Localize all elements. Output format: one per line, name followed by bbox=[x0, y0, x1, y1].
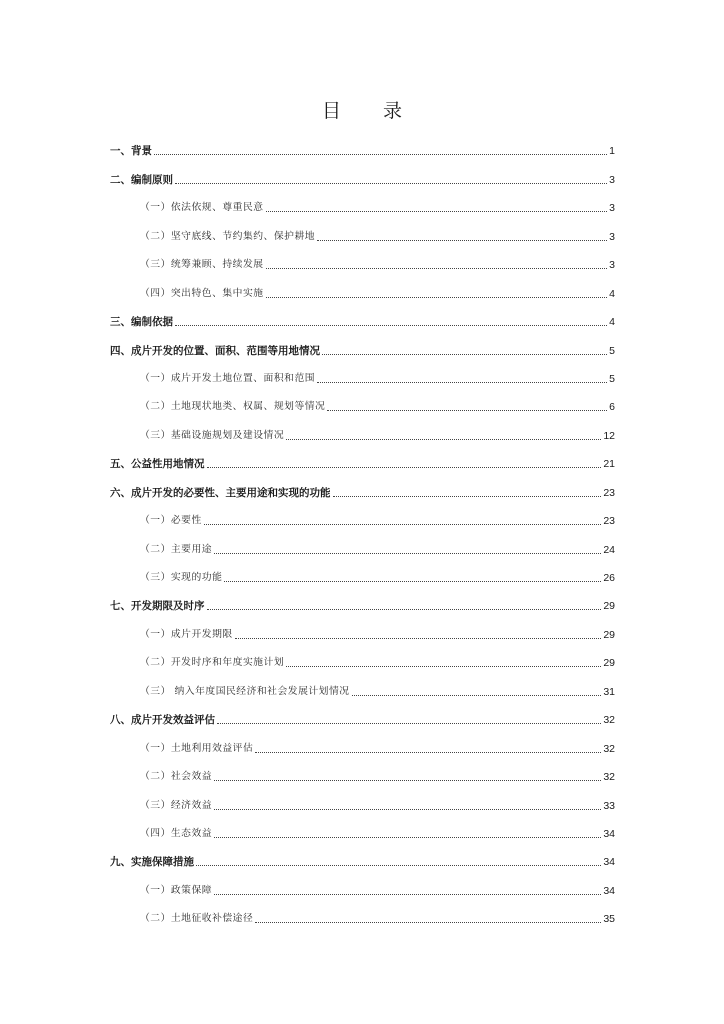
toc-entry-label: （四）生态效益 bbox=[140, 827, 213, 839]
toc-entry-section[interactable] bbox=[110, 415, 615, 443]
toc-entry-page-number: 5 bbox=[609, 344, 615, 357]
toc-entry-chapter[interactable] bbox=[110, 700, 615, 728]
toc-entry-page-number: 4 bbox=[609, 316, 615, 329]
toc-entry-label: （一）土地利用效益评估 bbox=[140, 742, 254, 754]
toc-entry-label: （三） 纳入年度国民经济和社会发展计划情况 bbox=[140, 685, 350, 697]
toc-dot-leader bbox=[255, 752, 601, 753]
toc-entry-page-number: 3 bbox=[609, 202, 615, 215]
toc-entry-section[interactable] bbox=[110, 899, 615, 927]
toc-entry-label: 一、背景 bbox=[110, 145, 152, 158]
toc-entry-label: （二）土地征收补偿途径 bbox=[140, 913, 254, 925]
toc-dot-leader bbox=[214, 780, 601, 781]
toc-entry-section[interactable] bbox=[110, 188, 615, 216]
toc-entry-page-number: 32 bbox=[603, 742, 615, 755]
toc-entry-section[interactable] bbox=[110, 814, 615, 842]
toc-dot-leader bbox=[266, 297, 608, 298]
toc-title: 目 录 bbox=[321, 100, 421, 122]
toc-dot-leader bbox=[327, 410, 607, 411]
toc-dot-leader bbox=[207, 609, 602, 610]
toc-entry-label: （二）开发时序和年度实施计划 bbox=[140, 657, 285, 669]
toc-dot-leader bbox=[214, 553, 601, 554]
toc-entry-page-number: 31 bbox=[603, 685, 615, 698]
toc-entry-chapter[interactable] bbox=[110, 159, 615, 187]
toc-dot-leader bbox=[322, 354, 607, 355]
toc-entry-page-number: 23 bbox=[603, 515, 615, 528]
toc-entry-label: （二）社会效益 bbox=[140, 771, 213, 783]
toc-entry-page-number: 29 bbox=[603, 600, 615, 613]
toc-entry-label: 九、实施保障措施 bbox=[110, 856, 194, 869]
toc-entry-label: （一）成片开发期限 bbox=[140, 628, 233, 640]
toc-entry-label: 三、编制依据 bbox=[110, 316, 173, 329]
toc-entry-section[interactable] bbox=[110, 245, 615, 273]
toc-dot-leader bbox=[214, 837, 601, 838]
toc-dot-leader bbox=[217, 723, 601, 724]
toc-dot-leader bbox=[224, 581, 601, 582]
toc-entry-label: （二）主要用途 bbox=[140, 543, 213, 555]
toc-entry-label: （二）坚守底线、节约集约、保护耕地 bbox=[140, 230, 316, 242]
toc-entry-page-number: 6 bbox=[609, 401, 615, 414]
toc-entry-section[interactable] bbox=[110, 785, 615, 813]
toc-entry-section[interactable] bbox=[110, 558, 615, 586]
toc-dot-leader bbox=[266, 268, 608, 269]
toc-entry-page-number: 1 bbox=[609, 145, 615, 158]
toc-entry-section[interactable] bbox=[110, 273, 615, 301]
toc-entry-label: 二、编制原则 bbox=[110, 173, 173, 186]
toc-entry-page-number: 34 bbox=[603, 856, 615, 869]
toc-entry-label: 八、成片开发效益评估 bbox=[110, 714, 215, 727]
toc-entry-chapter[interactable] bbox=[110, 472, 615, 500]
toc-entry-label: （四）突出特色、集中实施 bbox=[140, 287, 264, 299]
toc-entry-page-number: 23 bbox=[603, 486, 615, 499]
toc-dot-leader bbox=[266, 211, 608, 212]
toc-dot-leader bbox=[214, 809, 601, 810]
toc-entry-label: 四、成片开发的位置、面积、范围等用地情况 bbox=[110, 344, 320, 357]
toc-dot-leader bbox=[235, 638, 602, 639]
toc-entry-section[interactable] bbox=[110, 529, 615, 557]
toc-entry-page-number: 4 bbox=[609, 287, 615, 300]
toc-entry-section[interactable] bbox=[110, 870, 615, 898]
toc-entry-section[interactable] bbox=[110, 387, 615, 415]
toc-entry-label: （三）统筹兼顾、持续发展 bbox=[140, 259, 264, 271]
toc-entry-section[interactable] bbox=[110, 216, 615, 244]
toc-dot-leader bbox=[207, 467, 602, 468]
toc-entry-page-number: 29 bbox=[603, 657, 615, 670]
toc-entry-chapter[interactable] bbox=[110, 131, 615, 159]
toc-dot-leader bbox=[255, 922, 601, 923]
toc-entry-page-number: 21 bbox=[603, 458, 615, 471]
toc-entry-section[interactable] bbox=[110, 501, 615, 529]
toc-entry-chapter[interactable] bbox=[110, 842, 615, 870]
toc-dot-leader bbox=[286, 666, 601, 667]
toc-entry-page-number: 3 bbox=[609, 230, 615, 243]
toc-entry-page-number: 32 bbox=[603, 771, 615, 784]
toc-entry-chapter[interactable] bbox=[110, 302, 615, 330]
toc-entry-page-number: 24 bbox=[603, 543, 615, 556]
toc-entry-page-number: 12 bbox=[603, 429, 615, 442]
toc-entry-label: 七、开发期限及时序 bbox=[110, 600, 205, 613]
toc-dot-leader bbox=[214, 894, 601, 895]
toc-dot-leader bbox=[317, 240, 607, 241]
toc-dot-leader bbox=[286, 439, 601, 440]
toc-dot-leader bbox=[196, 865, 601, 866]
toc-entry-chapter[interactable] bbox=[110, 444, 615, 472]
toc-entry-label: （一）必要性 bbox=[140, 515, 202, 527]
toc-dot-leader bbox=[154, 154, 607, 155]
toc-entry-section[interactable] bbox=[110, 671, 615, 699]
toc-entry-section[interactable] bbox=[110, 359, 615, 387]
toc-entry-label: （三）基础设施规划及建设情况 bbox=[140, 429, 285, 441]
toc-entry-chapter[interactable] bbox=[110, 586, 615, 614]
toc-dot-leader bbox=[352, 695, 602, 696]
toc-entry-label: （一）依法依规、尊重民意 bbox=[140, 202, 264, 214]
toc-entry-page-number: 3 bbox=[609, 173, 615, 186]
toc-entry-page-number: 26 bbox=[603, 572, 615, 584]
toc-entry-page-number: 34 bbox=[603, 827, 615, 840]
toc-entry-label: （三）实现的功能 bbox=[140, 572, 223, 583]
toc-entry-label: （二）土地现状地类、权属、规划等情况 bbox=[140, 401, 326, 413]
toc-entry-label: 六、成片开发的必要性、主要用途和实现的功能 bbox=[110, 486, 331, 499]
toc-entry-page-number: 32 bbox=[603, 714, 615, 727]
toc-entry-page-number: 3 bbox=[609, 259, 615, 272]
toc-entry-page-number: 33 bbox=[603, 799, 615, 812]
toc-dot-leader bbox=[204, 524, 602, 525]
toc-entry-section[interactable] bbox=[110, 757, 615, 785]
toc-entry-section[interactable] bbox=[110, 728, 615, 756]
toc-entry-page-number: 34 bbox=[603, 884, 615, 897]
toc-entry-label: （一）政策保障 bbox=[140, 884, 213, 896]
toc-entry-section[interactable] bbox=[110, 643, 615, 671]
toc-dot-leader bbox=[175, 183, 607, 184]
toc-entry-page-number: 35 bbox=[603, 913, 615, 926]
toc-entry-chapter[interactable] bbox=[110, 330, 615, 358]
toc-dot-leader bbox=[317, 382, 607, 383]
toc-entry-page-number: 5 bbox=[609, 372, 615, 385]
toc-entry-page-number: 29 bbox=[603, 628, 615, 641]
toc-dot-leader bbox=[175, 325, 607, 326]
toc-entry-label: （一）成片开发土地位置、面积和范围 bbox=[140, 372, 316, 384]
toc-entry-label: （三）经济效益 bbox=[140, 799, 213, 811]
toc-entry-section[interactable] bbox=[110, 614, 615, 642]
toc-dot-leader bbox=[333, 496, 602, 497]
toc-list bbox=[110, 131, 615, 927]
toc-entry-label: 五、公益性用地情况 bbox=[110, 458, 205, 471]
